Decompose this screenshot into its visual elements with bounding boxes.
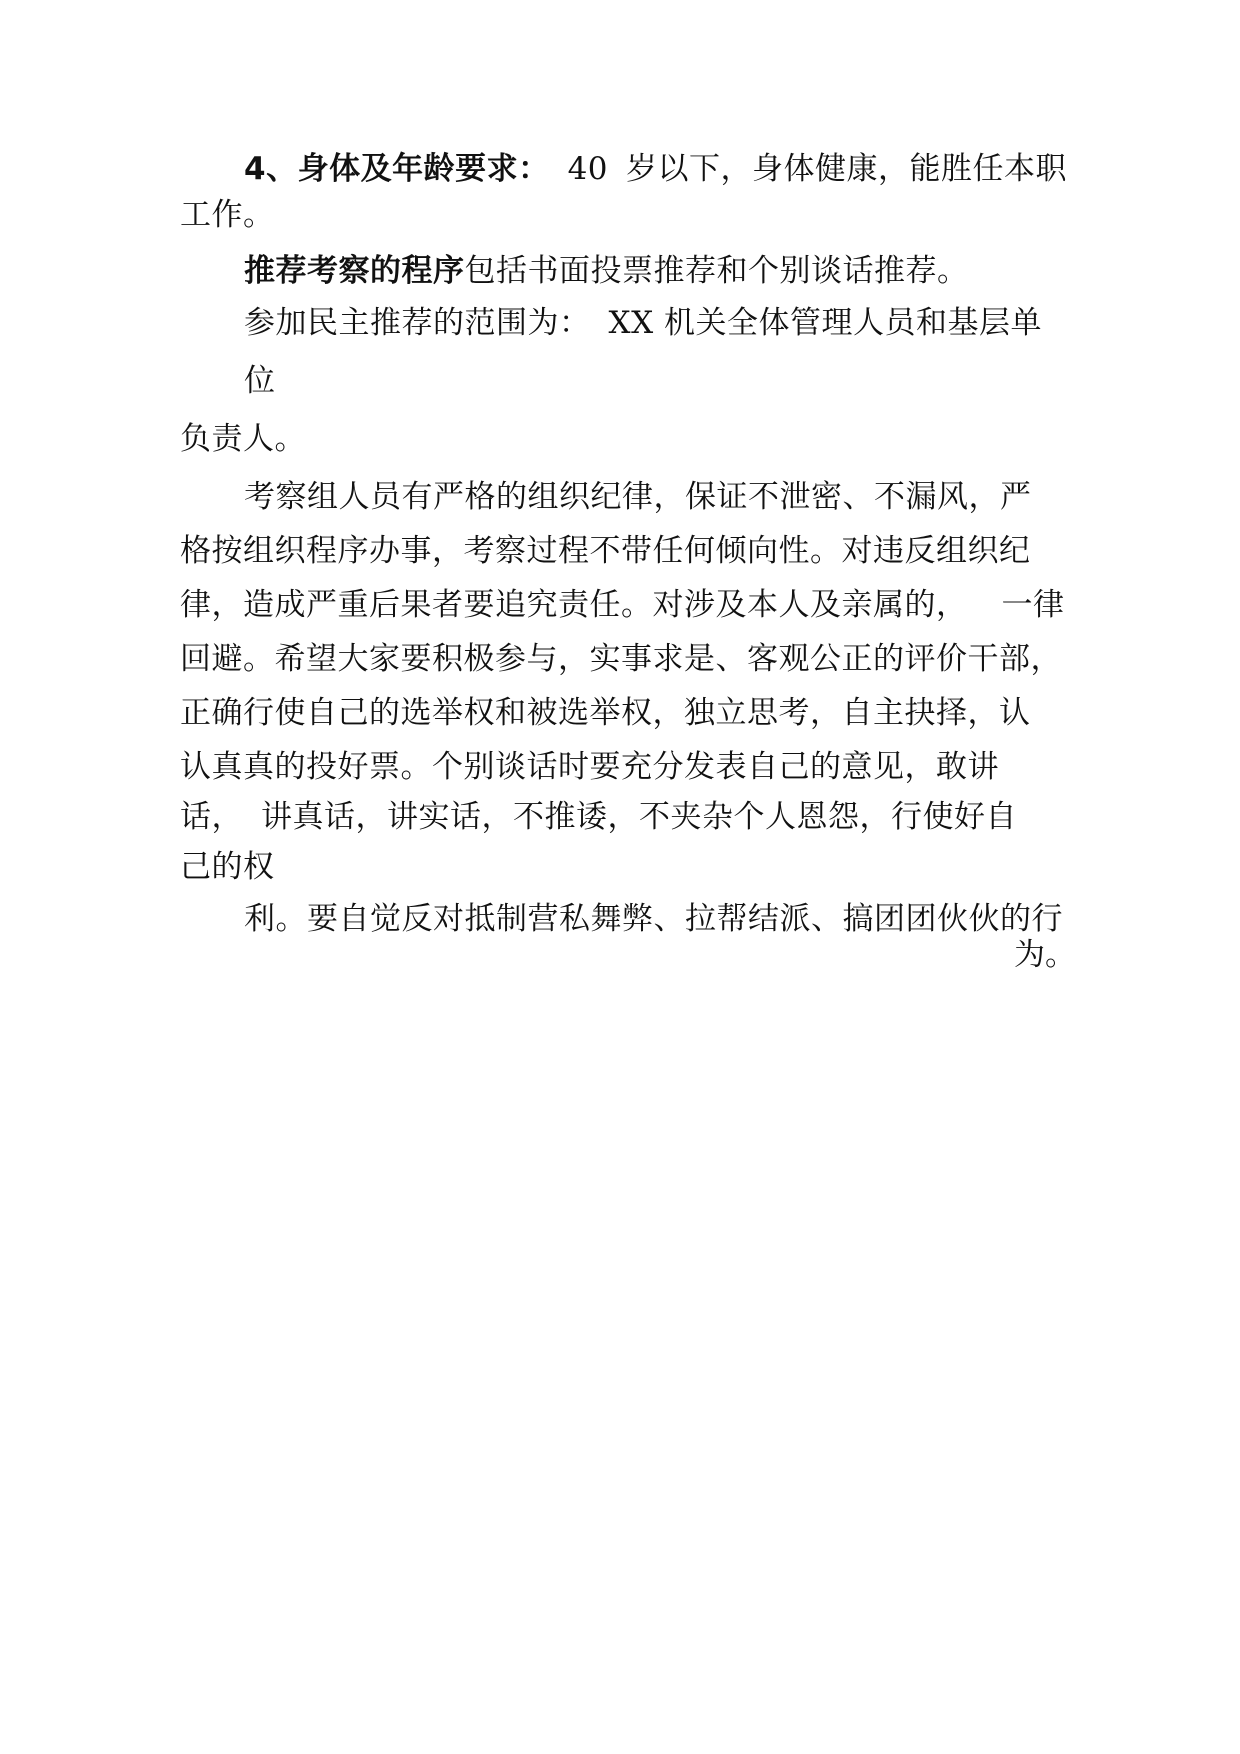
procedure-text: 包括书面投票推荐和个别谈话推荐。 <box>464 253 969 289</box>
paragraph-4-line-3-a: 律，造成严重后果者要追究责任。对涉及本人及亲属的， <box>180 587 968 623</box>
paragraph-1-line-2: 工作。 <box>180 197 275 233</box>
paragraph-4-line-9: 利。要自觉反对抵制营私舞弊、拉帮结派、搞团团伙伙的行 <box>244 901 1063 937</box>
paragraph-2 <box>244 250 969 292</box>
paragraph-4-line-7 <box>180 796 1017 838</box>
scope-label: 参加民主推荐的范围为： <box>244 305 591 341</box>
paragraph-3-line-2: 位 <box>244 363 276 399</box>
paragraph-4-line-3 <box>180 584 1065 626</box>
paragraph-4-line-7-b: 讲真话，讲实话，不推诿，不夹杂个人恩怨，行使好自 <box>261 799 1017 835</box>
paragraph-4-line-5: 正确行使自己的选举权和被选举权，独立思考，自主抉择，认 <box>180 695 1031 731</box>
scope-text: XX 机关全体管理人员和基层单 <box>608 305 1042 341</box>
paragraph-4-line-3-b: 一律 <box>1001 587 1065 623</box>
paragraph-1-line-1 <box>244 148 1067 190</box>
paragraph-4-line-7-a: 话， <box>180 799 243 835</box>
paragraph-4-line-4: 回避。希望大家要积极参与，实事求是、客观公正的评价干部， <box>180 641 1062 677</box>
paragraph-4-line-10: 为。 <box>1014 937 1076 973</box>
paragraph-4-line-2: 格按组织程序办事，考察过程不带任何倾向性。对违反组织纪 <box>180 533 1031 569</box>
paragraph-4-line-6: 认真真的投好票。个别谈话时要充分发表自己的意见，敢讲 <box>180 749 999 785</box>
age-number: 40 <box>567 151 609 187</box>
paragraph-4-line-1: 考察组人员有严格的组织纪律，保证不泄密、不漏风，严 <box>244 479 1032 515</box>
paragraph-3-line-1 <box>244 302 1042 344</box>
requirement-text: 岁以下，身体健康，能胜任本职 <box>626 151 1068 187</box>
paragraph-4-line-8: 己的权 <box>180 849 275 885</box>
paragraph-3-line-3: 负责人。 <box>180 421 306 457</box>
procedure-heading: 推荐考察的程序 <box>244 253 465 289</box>
requirement-heading: 4、身体及年龄要求： <box>244 151 550 187</box>
